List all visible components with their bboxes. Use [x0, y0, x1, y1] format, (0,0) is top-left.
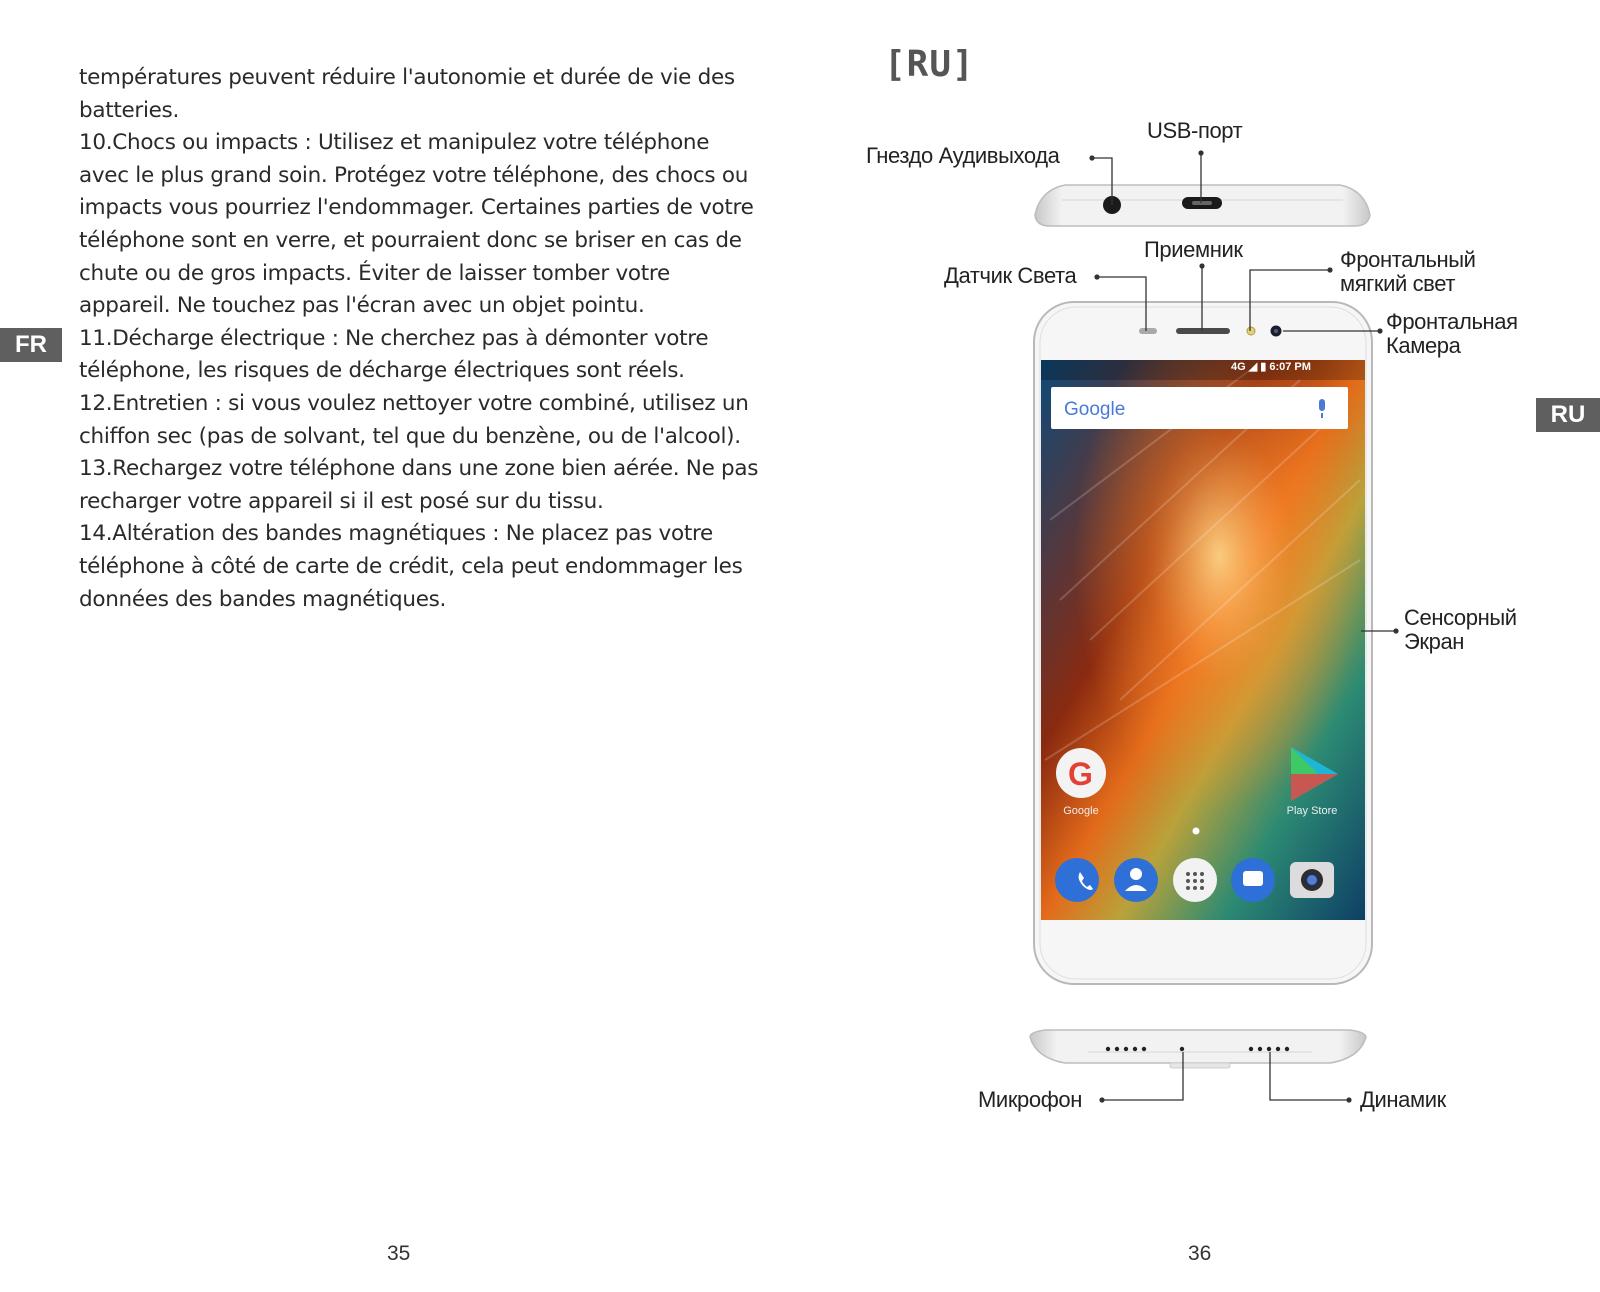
label-light-sensor: Датчик Света [944, 263, 1077, 288]
paragraph: 13.Rechargez votre téléphone dans une zone bien aérée. Ne pas recharger votre appareil si il est posé sur du tissu. [79, 456, 759, 514]
label-line: Камера [1386, 333, 1461, 358]
label-speaker: Динамик [1360, 1087, 1446, 1112]
paragraph: températures peuvent réduire l'autonomie et durée de vie des batteries. [79, 65, 735, 123]
label-front-camera [1386, 310, 1518, 358]
label-receiver: Приемник [1144, 237, 1243, 262]
front-flash-icon [1247, 327, 1255, 335]
page-number-right: 36 [1188, 1242, 1212, 1265]
paragraph: 11.Décharge électrique : Ne cherchez pas à démonter votre téléphone, les risques de décharge électriques sont réels. [79, 325, 709, 384]
svg-text:G: G [1068, 756, 1093, 792]
receiver-grille-icon [1176, 328, 1230, 334]
label-audio-jack: Гнездо Аудивыхода [866, 143, 1060, 168]
label-line: Фронтальная [1386, 309, 1518, 334]
app-label-google: Google [1063, 805, 1099, 817]
label-line: Экран [1404, 629, 1465, 654]
language-tab-ru: RU [1536, 398, 1600, 432]
label-usb-port: USB-порт [1147, 118, 1243, 143]
phone-top-edge [1035, 185, 1370, 226]
phone-bottom-edge [1030, 1030, 1366, 1068]
page-number-left: 35 [387, 1242, 411, 1265]
app-label-play-store: Play Store [1286, 805, 1338, 817]
mic-icon [1319, 399, 1325, 411]
phone-front [1034, 302, 1372, 984]
paragraph: 10.Chocs ou impacts : Utilisez et manipulez votre téléphone avec le plus grand soin. Protégez votre téléphone, des chocs ou impacts vous pourriez l'endommager. Certaines parties de votre téléphone sont en verre, et pourraient donc se briser en cas de chute ou de gros impacts. Éviter de laisser tomber votre appareil. Ne touchez pas l'écran avec un objet pointu. [79, 130, 754, 319]
google-logo-icon: Google [1064, 399, 1126, 420]
label-front-flash [1340, 248, 1476, 296]
phone-app-icon [1055, 858, 1099, 902]
light-sensor-icon [1139, 328, 1157, 334]
label-line: Сенсорный [1404, 605, 1517, 630]
paragraph: 14.Altération des bandes magnétiques : Ne placez pas votre téléphone à côté de carte de crédit, cela peut endommager les données des bandes magnétiques. [79, 521, 743, 612]
label-line: мягкий свет [1340, 271, 1455, 296]
label-line: Фронтальный [1340, 247, 1476, 272]
paragraph: 12.Entretien : si vous voulez nettoyer votre combiné, utilisez un chiffon sec (pas de solvant, tel que du benzène, ou de l'alcool). [79, 390, 749, 449]
section-heading: [RU] [884, 44, 975, 85]
status-bar: 4G ◢ ▮ 6:07 PM [1231, 361, 1311, 373]
label-microphone: Микрофон [978, 1087, 1082, 1112]
language-tab-fr: FR [0, 328, 62, 362]
label-touchscreen [1404, 606, 1517, 654]
